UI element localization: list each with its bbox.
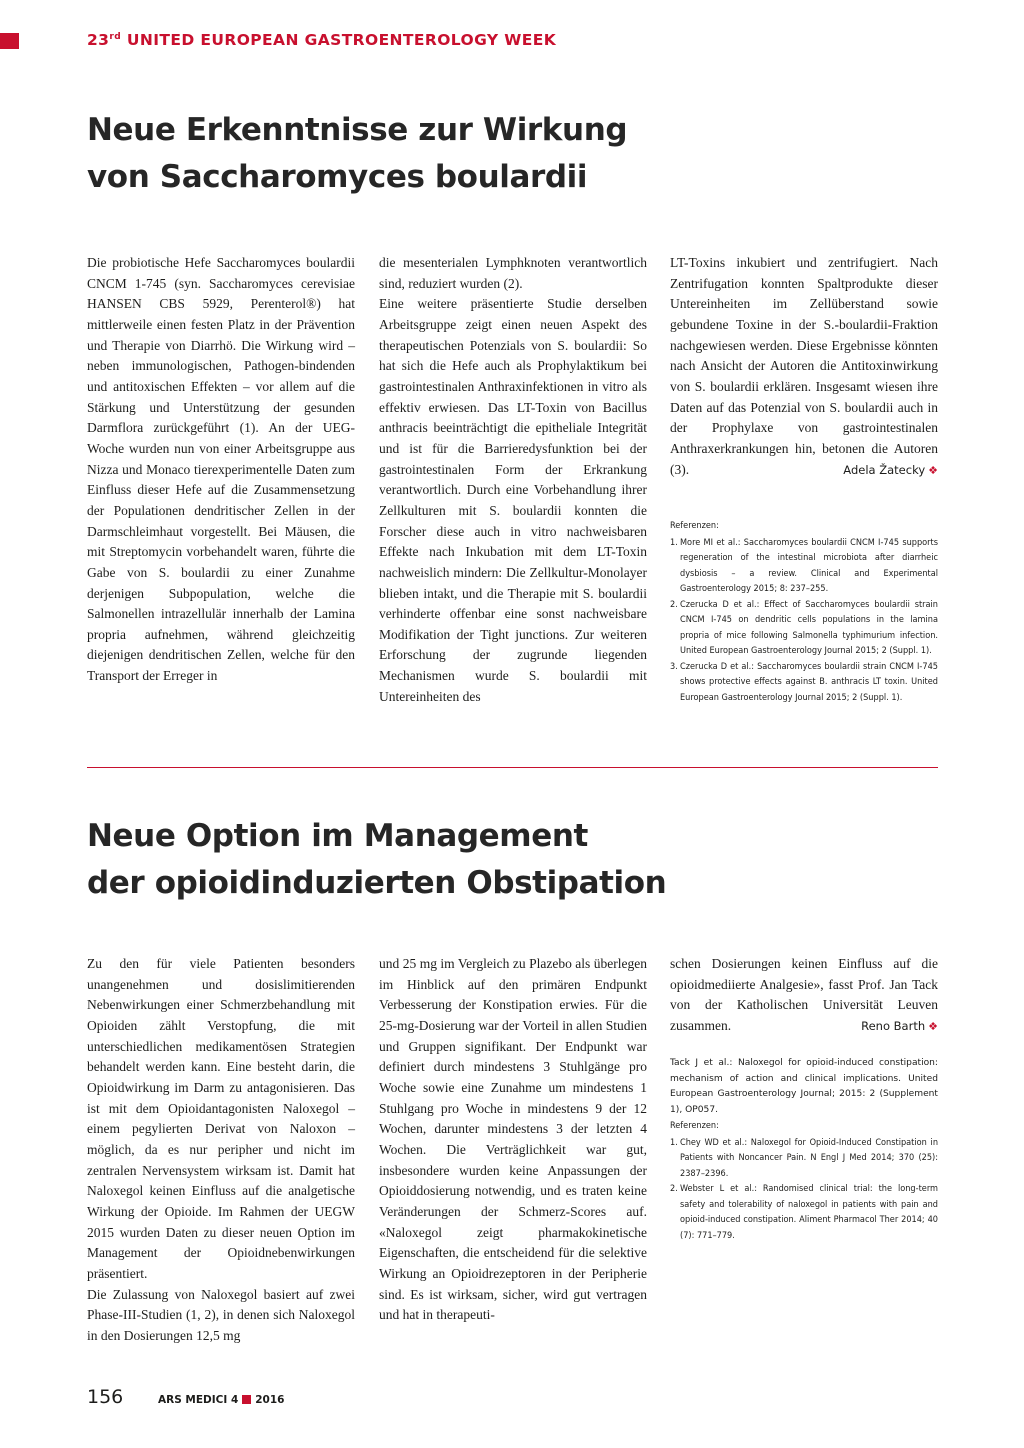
article2-col1-para: Die Zulassung von Naloxegol basiert auf zwei Phase-III-Studien (1, 2), in denen sich Naloxegol in den Dosierungen 12,5 mg	[87, 1286, 355, 1343]
journal-footer: ARS MEDICI 4 2016	[158, 1394, 285, 1406]
reference-item: 1. Chey WD et al.: Naloxegol for Opioid-Induced Constipation in Patients with Noncancer Pain. N Engl J Med 2014; 370 (25): 2387–2396.	[670, 1137, 938, 1179]
article1-references	[670, 519, 938, 706]
article1-col1-para: Die probiotische Hefe Saccharomyces boulardii CNCM 1-745 (syn. Saccharomyces cerevisiae HANSEN CBS 5929, Perenterol®) hat mittlerweile einen festen Platz in der Prävention und Therapie von Diarrhö. Die Wirkung wird – neben immunologischen, Pathogen-bindenden und antitoxischen Effekten – vor allem auf die Stärkung und Unterstützung der gesunden Darmflora zurückgeführt (1). An der UEG-Woche wurden nun von einer Arbeitsgruppe aus Nizza und Monaco tierexperimentelle Daten zum Einfluss dieser Hefe auf die Zusammensetzung der Populationen dendritischer Zellen in der Darmschleimhaut vorgestellt. Bei Mäusen, die mit Streptomycin vorbehandelt waren, führte die Gabe von S. boulardii zu einer Zunahme derjenigen Subpopulation, welche die Salmonellen intrazellulär innerhalb der Lamina propria aufnehmen, während gleichzeitig diejenigen dendritischen Zellen, welche für den Transport der Erreger in	[87, 255, 355, 684]
reference-item: 2. Czerucka D et al.: Effect of Saccharomyces boulardii strain CNCM I-745 on dendritic cells populations in the lamina propria of mice following Salmonella typhimurium infection. United European Gastroenterology Journal 2015; 2 (Suppl. 1).	[670, 599, 938, 656]
article1-author: Adela Žatecky ❖	[843, 462, 938, 477]
references-heading: Referenzen:	[670, 521, 719, 531]
article2-title: Neue Option im Management der opioidinduzierten Obstipation	[87, 818, 667, 901]
article1-column-3	[670, 253, 938, 481]
running-head: 23rd UNITED EUROPEAN GASTROENTEROLOGY WEEK	[87, 31, 557, 49]
article2-col2-para: und 25 mg im Vergleich zu Plazebo als überlegen im Hinblick auf den primären Endpunkt Verbesserung der Konstipation erwies. Für die 25-mg-Dosierung war der Vorteil in allen Studien und Gruppen signifikant. Der Endpunkt war definiert durch mindestens 3 Stuhlgänge pro Woche sowie eine Zunahme um mindestens 1 Stuhlgang pro Woche in mindestens 9 der 12 Wochen, darunter mindestens 3 der letzten 4 Wochen. Die Verträglichkeit war gut, insbesondere wurden keine Anpassungen der Opioiddosierung notwendig, und es traten keine Veränderungen der Schmerz-Scores auf. «Naloxegol zeigt pharmakokinetische Eigenschaften, die entscheidend für die selektive Wirkung an Opioidrezeptoren in der Peripherie sind. Es ist wirksam, sicher, wird gut vertragen und hat in therapeuti-	[379, 956, 647, 1323]
section-marker	[0, 33, 19, 49]
reference-item: 1. More MI et al.: Saccharomyces boulardii CNCM I-745 supports regeneration of the intestinal microbiota after diarrheic dysbiosis – a review. Clinical and Experimental Gastroenterology 2015; 8: 237–255.	[670, 537, 938, 594]
article2-col3-para: schen Dosierungen keinen Einfluss auf die opioidmediierte Analgesie», fasst Prof. Jan Tack von der Katholischen Universität Leuven zusammen. Reno Barth ❖	[670, 954, 938, 1037]
article2-source-note: Tack J et al.: Naloxegol for opioid-induced constipation: mechanism of action and clinical implications. United European Gastroenterology Journal; 2015: 2 (Supplement 1), OP057.	[670, 1058, 938, 1115]
article1-col3-para: LT-Toxins inkubiert und zentrifugiert. Nach Zentrifugation konnten Spaltprodukte dieser Untereinheiten im Zellüberstand sowie gebundene Toxine in der S.-boulardii-Fraktion nachgewiesen werden. Diese Ergebnisse könnten nach Ansicht der Autoren die Antitoxinwirkung von S. boulardii erklären. Insgesamt wiesen ihre Daten auf das Potenzial von S. boulardii auch in der Prophylaxe von gastrointestinalen Anthraxerkrankungen hin, betonen die Autoren (3). Adela Žatecky ❖	[670, 253, 938, 480]
references-heading: Referenzen:	[670, 1121, 719, 1131]
reference-item: 2. Webster L et al.: Randomised clinical trial: the long-term safety and tolerability of naloxegol in patients with pain and opioid-induced constipation. Aliment Pharmacol Ther 2014; 40 (7): 771–779.	[670, 1184, 938, 1241]
article1-col2-para: die mesenterialen Lymphknoten verantwortlich sind, reduziert wurden (2).	[379, 255, 647, 291]
article2-author: Reno Barth ❖	[861, 1018, 938, 1033]
article1-column-2	[379, 253, 647, 707]
article1-column-1	[87, 253, 355, 687]
end-diamond-icon: ❖	[928, 1019, 938, 1033]
footer-square-icon	[242, 1395, 251, 1404]
article2-col1-para: Zu den für viele Patienten besonders unangenehmen und dosislimitierenden Nebenwirkungen einer Schmerzbehandlung mit Opioiden zählt Verstopfung, die mit unterschiedlichen medikamentösen Strategien behandelt werden kann. Eine besteht darin, die Opioidwirkung im Darm zu antagonisieren. Das ist mit dem Opioidantagonisten Naloxegol – einem pegylierten Derivat von Naloxon – möglich, da es nur peripher und nicht im zentralen Nervensystem wirksam ist. Damit hat Naloxegol keinen Einfluss auf die analgetische Wirkung der Opioide. Im Rahmen der UEGW 2015 wurden Daten zu dieser neuen Option im Management der Opioidnebenwirkungen präsentiert.	[87, 956, 355, 1281]
article2-references	[670, 1119, 938, 1244]
page-number: 156	[87, 1386, 124, 1408]
end-diamond-icon: ❖	[928, 463, 938, 477]
article1-col2-para: Eine weitere präsentierte Studie derselben Arbeitsgruppe zeigt einen neuen Aspekt des therapeutischen Potenzials von S. boulardii: So hat sich die Hefe auch als Prophylaktikum bei gastrointestinalen Anthraxinfektionen in vitro als effektiv erwiesen. Das LT-Toxin von Bacillus anthracis beeinträchtigt die epitheliale Integrität und ist für die Barrieredysfunktion bei der gastrointestinalen Form der Erkrankung verantwortlich. Durch eine Vorbehandlung ihrer Zellkulturen mit S. boulardii konnten die Forscher diese auch in vitro nachweisbaren Effekte nach Inkubation mit dem LT-Toxin nachweislich mindern: Die Zellkultur-Monolayer blieben intakt, und die Therapie mit S. boulardii verhinderte offenbar eine sonst nachweisbare Modifikation der Tight junctions. Zur weiteren Erforschung der zugrunde liegenden Mechanismen wurde S. boulardii mit Untereinheiten des	[379, 296, 647, 704]
article2-column-2	[379, 954, 647, 1326]
article1-title: Neue Erkenntnisse zur Wirkung von Saccharomyces boulardii	[87, 112, 628, 195]
article2-column-1	[87, 954, 355, 1346]
reference-item: 3. Czerucka D et al.: Saccharomyces boulardii strain CNCM I-745 shows protective effects against B. anthracis LT toxin. United European Gastroenterology Journal 2015; 2 (Suppl. 1).	[670, 661, 938, 703]
article-divider	[87, 767, 938, 768]
article2-column-3	[670, 954, 938, 1038]
